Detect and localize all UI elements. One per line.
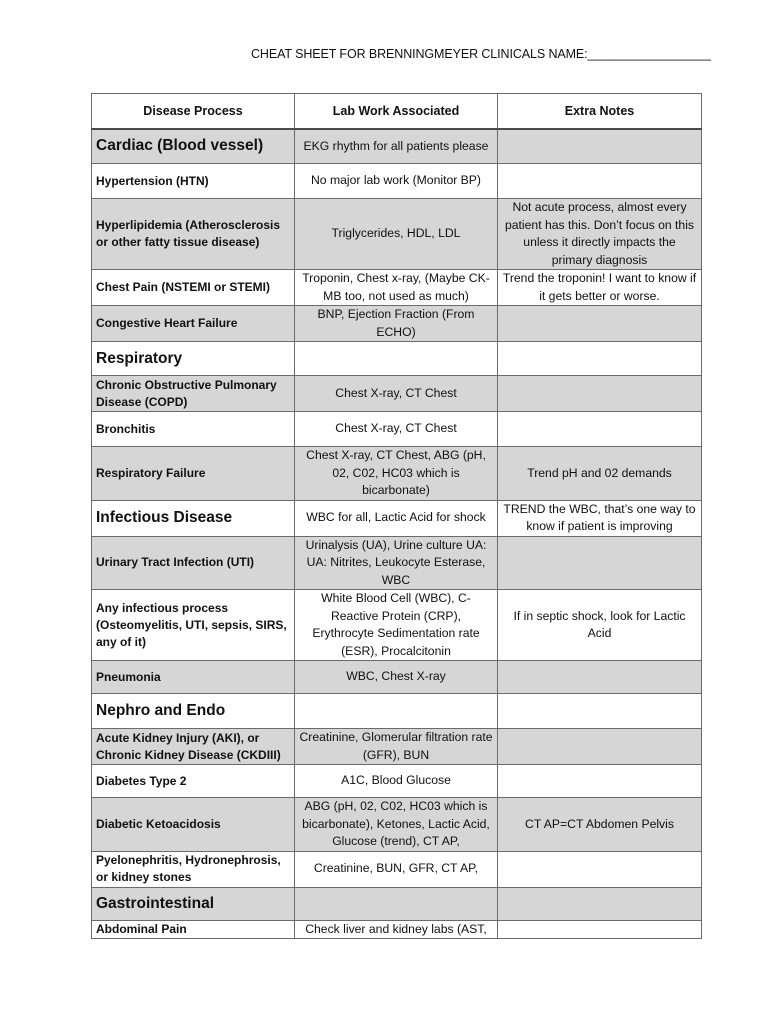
- extra-notes-cell: Not acute process, almost every patient has this. Don’t focus on this unless it directly impacts the primary diagnosis: [498, 199, 702, 270]
- extra-notes-cell: TREND the WBC, that’s one way to know if patient is improving: [498, 500, 702, 536]
- table-row: [92, 851, 702, 887]
- disease-name: Urinary Tract Infection (UTI): [92, 536, 295, 590]
- extra-notes-cell: [498, 129, 702, 164]
- disease-name: Hyperlipidemia (Atherosclerosis or other fatty tissue disease): [92, 199, 295, 270]
- table-row: [92, 164, 702, 199]
- section-title: Respiratory: [92, 342, 295, 376]
- lab-work-cell: Chest X-ray, CT Chest: [295, 376, 498, 412]
- extra-notes-cell: Trend the troponin! I want to know if it gets better or worse.: [498, 270, 702, 306]
- extra-notes-cell: [498, 694, 702, 729]
- extra-notes-cell: [498, 765, 702, 798]
- table-row: [92, 798, 702, 852]
- section-row: [92, 694, 702, 729]
- extra-notes-cell: [498, 887, 702, 920]
- disease-name: Pneumonia: [92, 661, 295, 694]
- disease-name: Bronchitis: [92, 412, 295, 447]
- document-title: CHEAT SHEET FOR BRENNINGMEYER CLINICALS NAME:__________________: [251, 47, 711, 61]
- header-lab-work: Lab Work Associated: [295, 94, 498, 129]
- disease-name: Chronic Obstructive Pulmonary Disease (COPD): [92, 376, 295, 412]
- section-row: [92, 342, 702, 376]
- lab-work-cell: [295, 694, 498, 729]
- lab-work-cell: Creatinine, BUN, GFR, CT AP,: [295, 851, 498, 887]
- lab-work-cell: Check liver and kidney labs (AST,: [295, 920, 498, 939]
- table-body: [92, 129, 702, 939]
- header-disease-process: Disease Process: [92, 94, 295, 129]
- table-row: [92, 199, 702, 270]
- extra-notes-cell: [498, 412, 702, 447]
- lab-work-cell: A1C, Blood Glucose: [295, 765, 498, 798]
- table-row: [92, 412, 702, 447]
- lab-work-cell: White Blood Cell (WBC), C-Reactive Protein (CRP), Erythrocyte Sedimentation rate (ESR), Procalcitonin: [295, 590, 498, 661]
- disease-name: Congestive Heart Failure: [92, 306, 295, 342]
- cheat-sheet-table: [91, 93, 702, 939]
- lab-work-cell: WBC for all, Lactic Acid for shock: [295, 500, 498, 536]
- lab-work-cell: Troponin, Chest x-ray, (Maybe CK-MB too, not used as much): [295, 270, 498, 306]
- lab-work-cell: BNP, Ejection Fraction (From ECHO): [295, 306, 498, 342]
- extra-notes-cell: Trend pH and 02 demands: [498, 447, 702, 501]
- extra-notes-cell: [498, 164, 702, 199]
- disease-name: Diabetic Ketoacidosis: [92, 798, 295, 852]
- extra-notes-cell: If in septic shock, look for Lactic Acid: [498, 590, 702, 661]
- disease-name: Any infectious process (Osteomyelitis, UTI, sepsis, SIRS, any of it): [92, 590, 295, 661]
- disease-name: Hypertension (HTN): [92, 164, 295, 199]
- disease-name: Chest Pain (NSTEMI or STEMI): [92, 270, 295, 306]
- table-header-row: [92, 94, 702, 129]
- lab-work-cell: Urinalysis (UA), Urine culture UA: UA: Nitrites, Leukocyte Esterase, WBC: [295, 536, 498, 590]
- lab-work-cell: EKG rhythm for all patients please: [295, 129, 498, 164]
- section-title: Nephro and Endo: [92, 694, 295, 729]
- lab-work-cell: WBC, Chest X-ray: [295, 661, 498, 694]
- section-row: [92, 887, 702, 920]
- lab-work-cell: ABG (pH, 02, C02, HC03 which is bicarbonate), Ketones, Lactic Acid, Glucose (trend), CT AP,: [295, 798, 498, 852]
- extra-notes-cell: [498, 729, 702, 765]
- table-row: [92, 590, 702, 661]
- extra-notes-cell: [498, 536, 702, 590]
- section-row: [92, 500, 702, 536]
- table-row: [92, 920, 702, 939]
- extra-notes-cell: CT AP=CT Abdomen Pelvis: [498, 798, 702, 852]
- extra-notes-cell: [498, 920, 702, 939]
- section-title: Cardiac (Blood vessel): [92, 129, 295, 164]
- lab-work-cell: [295, 342, 498, 376]
- table-row: [92, 306, 702, 342]
- lab-work-cell: [295, 887, 498, 920]
- table-row: [92, 447, 702, 501]
- table-row: [92, 729, 702, 765]
- header-extra-notes: Extra Notes: [498, 94, 702, 129]
- extra-notes-cell: [498, 851, 702, 887]
- section-row: [92, 129, 702, 164]
- extra-notes-cell: [498, 306, 702, 342]
- section-title: Gastrointestinal: [92, 887, 295, 920]
- disease-name: Pyelonephritis, Hydronephrosis, or kidney stones: [92, 851, 295, 887]
- extra-notes-cell: [498, 342, 702, 376]
- lab-work-cell: Triglycerides, HDL, LDL: [295, 199, 498, 270]
- section-title: Infectious Disease: [92, 500, 295, 536]
- extra-notes-cell: [498, 661, 702, 694]
- disease-name: Diabetes Type 2: [92, 765, 295, 798]
- lab-work-cell: No major lab work (Monitor BP): [295, 164, 498, 199]
- lab-work-cell: Chest X-ray, CT Chest, ABG (pH, 02, C02, HC03 which is bicarbonate): [295, 447, 498, 501]
- extra-notes-cell: [498, 376, 702, 412]
- table-row: [92, 765, 702, 798]
- table-row: [92, 270, 702, 306]
- disease-name: Abdominal Pain: [92, 920, 295, 939]
- table-row: [92, 661, 702, 694]
- disease-name: Acute Kidney Injury (AKI), or Chronic Kidney Disease (CKDIII): [92, 729, 295, 765]
- lab-work-cell: Chest X-ray, CT Chest: [295, 412, 498, 447]
- disease-name: Respiratory Failure: [92, 447, 295, 501]
- table-row: [92, 376, 702, 412]
- table-row: [92, 536, 702, 590]
- lab-work-cell: Creatinine, Glomerular filtration rate (GFR), BUN: [295, 729, 498, 765]
